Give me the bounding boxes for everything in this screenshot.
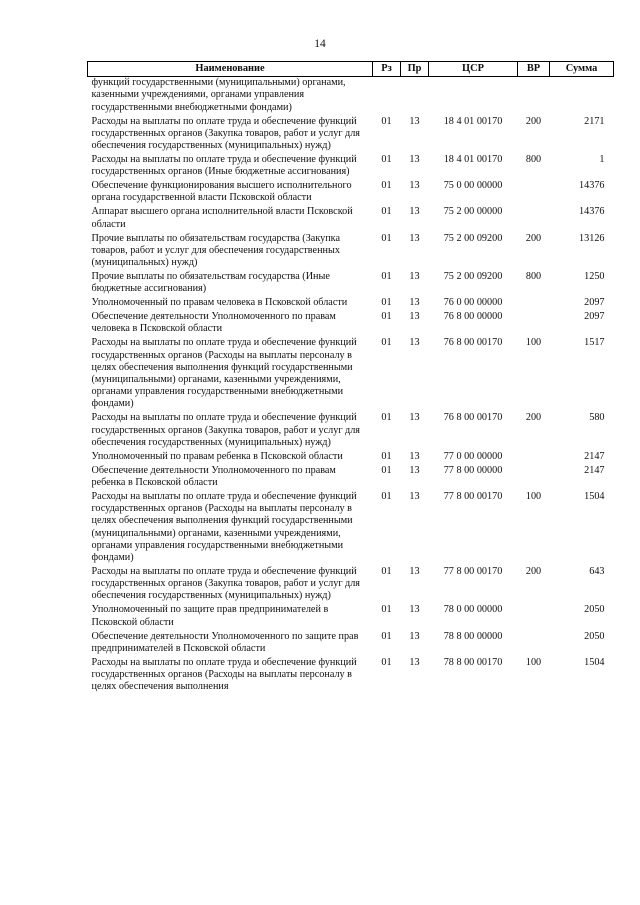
row-sum: 2050 [584,630,605,642]
row-pr: 13 [409,656,420,668]
table-row [88,271,614,297]
row-vr: 100 [525,491,542,503]
row-pr: 13 [409,154,420,166]
row-csr: 76 8 00 00170 [443,337,503,349]
row-sum: 580 [589,412,605,424]
header-csr: ЦСР [429,62,518,77]
row-name: функций государственными (муниципальными) органами, казенными учреждениями, органами управления государственными внебюджетными фондами) [91,77,346,113]
row-rz: 01 [381,297,392,309]
row-vr [518,206,550,232]
row-pr: 13 [409,232,420,244]
row-csr: 18 4 01 00170 [443,115,503,127]
row-pr: 13 [409,450,420,462]
row-sum [550,77,614,116]
row-rz: 01 [381,604,392,616]
row-sum: 2050 [584,604,605,616]
row-rz: 01 [381,180,392,192]
row-name: Расходы на выплаты по оплате труда и обеспечение функций государственных органов (Иные бюджетные ассигнования) [91,154,357,178]
row-vr: 200 [525,412,542,424]
row-vr [518,77,550,116]
row-sum: 1517 [584,337,605,349]
table-body [88,77,614,696]
table-row [88,154,614,180]
row-sum: 2171 [584,115,605,127]
row-sum: 1504 [584,491,605,503]
row-name: Расходы на выплаты по оплате труда и обеспечение функций государственных органов (Закупка товаров, работ и услуг для обеспечения государственных (муниципальных) нужд) [91,412,360,448]
row-name: Обеспечение деятельности Уполномоченного по правам человека в Псковской области [91,311,336,335]
row-pr: 13 [409,271,420,283]
budget-table [87,61,614,695]
row-csr [429,77,518,116]
table-row [88,451,614,465]
table-row [88,566,614,604]
row-vr: 800 [525,154,542,166]
row-sum: 2097 [584,311,605,323]
row-name: Обеспечение деятельности Уполномоченного по защите прав предпринимателей в Псковской области [91,630,359,654]
row-rz: 01 [381,450,392,462]
row-rz: 01 [381,464,392,476]
row-vr: 200 [525,115,542,127]
row-vr [518,297,550,311]
row-sum: 2097 [584,297,605,309]
row-name: Прочие выплаты по обязательствам государства (Иные бюджетные ассигнования) [91,271,330,295]
row-vr [518,631,550,657]
row-vr [518,465,550,491]
table-row [88,604,614,630]
row-rz: 01 [381,566,392,578]
table-row [88,180,614,206]
header-sum: Сумма [550,62,614,77]
row-csr: 18 4 01 00170 [443,154,503,166]
row-vr: 100 [525,337,542,349]
row-rz: 01 [381,630,392,642]
row-csr: 77 8 00 00170 [443,491,503,503]
row-csr: 77 0 00 00000 [443,450,503,462]
row-vr: 800 [525,271,542,283]
row-vr [518,604,550,630]
row-name: Прочие выплаты по обязательствам государства (Закупка товаров, работ и услуг для обеспечения государственных (муниципальных) нужд) [91,232,340,269]
row-rz: 01 [381,232,392,244]
row-pr: 13 [409,311,420,323]
row-csr: 77 8 00 00170 [443,566,503,578]
row-pr: 13 [409,464,420,476]
row-csr: 78 8 00 00000 [443,630,503,642]
row-rz: 01 [381,271,392,283]
row-name: Обеспечение деятельности Уполномоченного по правам ребенка в Псковской области [91,464,336,489]
row-csr: 78 0 00 00000 [443,604,503,616]
row-name: Расходы на выплаты по оплате труда и обеспечение функций государственных органов (Закупка товаров, работ и услуг для обеспечения государственных (муниципальных) нужд) [91,115,360,152]
row-csr: 78 8 00 00170 [443,656,503,668]
row-pr: 13 [409,206,420,218]
row-name: Уполномоченный по защите прав предпринимателей в Псковской области [91,604,329,628]
row-rz: 01 [381,115,392,127]
page-number: 14 [314,38,326,50]
row-sum: 1504 [584,656,605,668]
row-csr: 75 2 00 09200 [443,232,503,244]
row-sum: 1250 [584,271,605,283]
row-vr: 100 [525,656,542,668]
row-sum: 2147 [584,450,605,462]
header-vr: ВР [518,62,550,77]
row-sum: 13126 [579,232,605,244]
row-sum: 14376 [579,180,605,192]
row-name: Расходы на выплаты по оплате труда и обеспечение функций государственных органов (Закупка товаров, работ и услуг для обеспечения государственных (муниципальных) нужд) [91,566,360,602]
table-row [88,491,614,566]
row-rz: 01 [381,311,392,323]
table-row [88,77,614,116]
row-vr [518,451,550,465]
row-pr: 13 [409,566,420,578]
row-vr [518,180,550,206]
row-pr: 13 [409,180,420,192]
row-csr: 76 0 00 00000 [443,297,503,309]
row-name: Аппарат высшего органа исполнительной власти Псковской области [91,206,353,230]
table-row [88,206,614,232]
row-pr: 13 [409,604,420,616]
row-rz [373,77,401,116]
row-rz: 01 [381,656,392,668]
table-row [88,657,614,695]
row-rz: 01 [381,491,392,503]
table-row [88,233,614,271]
row-name: Расходы на выплаты по оплате труда и обеспечение функций государственных органов (Расходы на выплаты персоналу в целях обеспечения выполнения функций государственными (муниципальными) органами, казенными учреждениями, органами управления государственными внебюджетными фондами) [91,491,357,564]
row-rz: 01 [381,337,392,349]
table-row [88,412,614,450]
table-row [88,631,614,657]
header-rz: Рз [373,62,401,77]
row-name: Расходы на выплаты по оплате труда и обеспечение функций государственных органов (Расходы на выплаты персоналу в целях обеспечения выполнения функций государственными (муниципальными) органами, казенными учреждениями, органами управления государственными внебюджетными фондами) [91,337,357,410]
row-name: Уполномоченный по правам ребенка в Псковской области [91,450,343,462]
table-row [88,116,614,154]
row-csr: 77 8 00 00000 [443,464,503,476]
table-row [88,337,614,412]
row-vr [518,311,550,337]
row-pr: 13 [409,491,420,503]
row-csr: 76 8 00 00170 [443,412,503,424]
row-sum: 2147 [584,464,605,476]
row-pr: 13 [409,630,420,642]
row-name: Уполномоченный по правам человека в Псковской области [91,297,348,309]
row-csr: 75 0 00 00000 [443,180,503,192]
row-name: Расходы на выплаты по оплате труда и обеспечение функций государственных органов (Расходы на выплаты персоналу в целях обеспечения выполнения [91,656,357,693]
table-row [88,465,614,491]
row-csr: 75 2 00 00000 [443,206,503,218]
row-vr: 200 [525,232,542,244]
row-pr: 13 [409,412,420,424]
header-pr: Пр [401,62,429,77]
table-header [88,62,614,77]
row-vr: 200 [525,566,542,578]
header-name: Наименование [88,62,373,77]
row-pr: 13 [409,115,420,127]
row-rz: 01 [381,154,392,166]
row-rz: 01 [381,206,392,218]
row-name: Обеспечение функционирования высшего исполнительного органа государственной власти Псковской области [91,180,352,204]
row-sum: 14376 [579,206,605,218]
row-rz: 01 [381,412,392,424]
row-pr [401,77,429,116]
row-sum: 1 [599,154,605,166]
row-pr: 13 [409,337,420,349]
row-pr: 13 [409,297,420,309]
table-row [88,311,614,337]
table-row [88,297,614,311]
row-csr: 75 2 00 09200 [443,271,503,283]
row-csr: 76 8 00 00000 [443,311,503,323]
row-sum: 643 [589,566,605,578]
